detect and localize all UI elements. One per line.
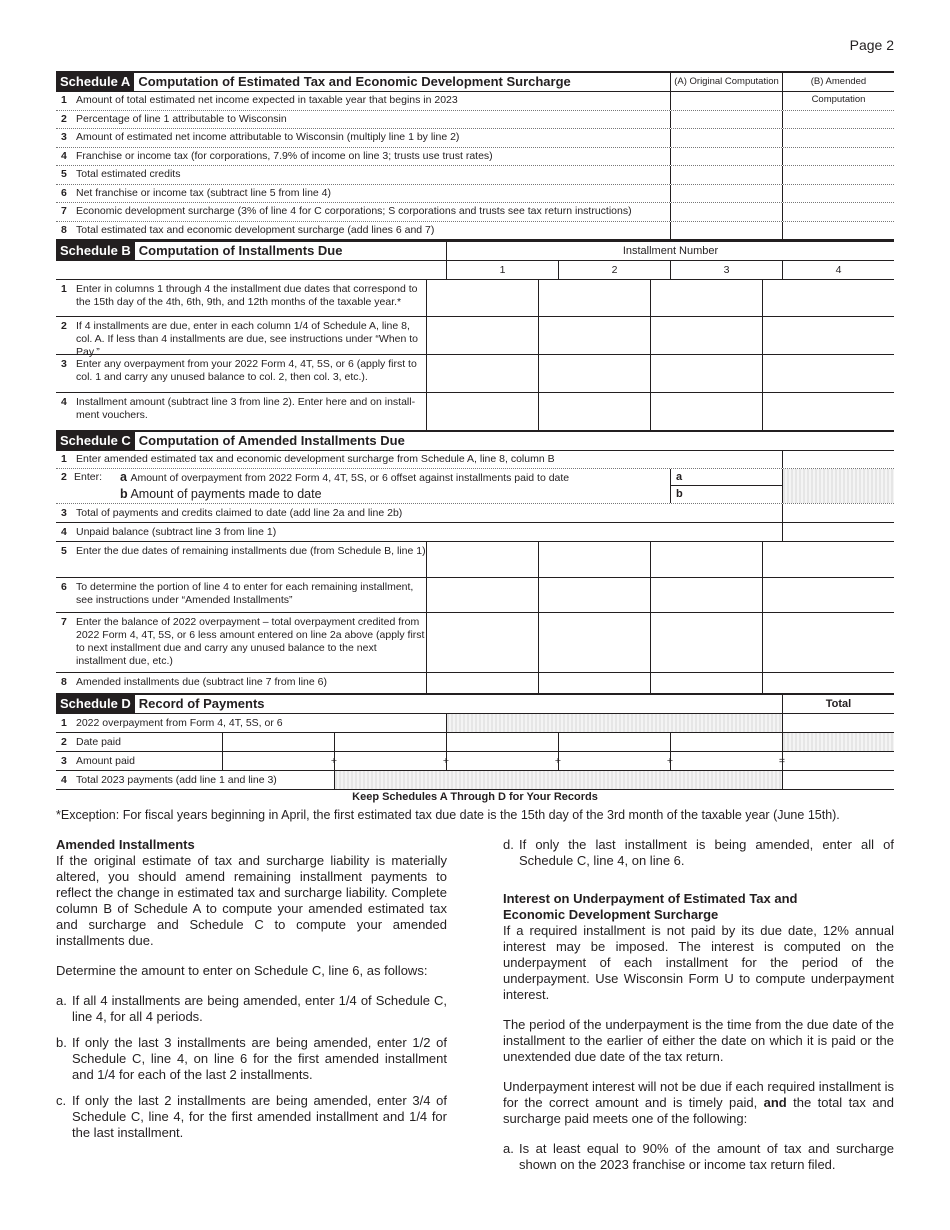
- schedule-b-line-2-col-2[interactable]: [538, 317, 650, 354]
- schedule-b-title: Computation of Installments Due: [138, 243, 343, 258]
- schedule-b-line-1-col-2[interactable]: [538, 280, 650, 316]
- installment-column-numbers: [56, 261, 894, 280]
- schedule-b-line-4-col-3[interactable]: [650, 393, 762, 430]
- schedule-c-line-8-col-2[interactable]: [538, 673, 650, 693]
- schedule-c-line-6-col-1[interactable]: [426, 578, 538, 612]
- amended-item-d: d. If only the last installment is being amended, enter all of Schedule C, line 4, on line 6.: [503, 837, 894, 868]
- schedule-c-grid-lines: [56, 542, 894, 694]
- amount-paid-3[interactable]: +: [446, 752, 558, 770]
- line-6-original-field[interactable]: [670, 185, 782, 203]
- schedule-c-badge: Schedule C: [56, 432, 135, 450]
- amount-paid-1[interactable]: +: [222, 752, 334, 770]
- schedule-a-line-3: 3 Amount of estimated net income attributable to Wisconsin (multiply line 1 by line 2): [56, 129, 894, 148]
- schedule-c-line-4-field[interactable]: [782, 523, 894, 541]
- schedule-c-line-4: 4 Unpaid balance (subtract line 3 from line 1): [56, 523, 894, 542]
- line-8-original-field[interactable]: [670, 222, 782, 240]
- amount-paid-total[interactable]: [782, 752, 894, 770]
- schedule-b-line-3-col-2[interactable]: [538, 355, 650, 392]
- line-4-original-field[interactable]: [670, 148, 782, 166]
- schedule-b-lines: [56, 280, 894, 431]
- schedule-a-line-1: 1 Amount of total estimated net income expected in taxable year that begins in 2023: [56, 92, 894, 111]
- schedule-b-line-2-col-1[interactable]: [426, 317, 538, 354]
- schedule-c-line-7-col-1[interactable]: [426, 613, 538, 672]
- schedule-b-line-4-col-4[interactable]: [762, 393, 874, 430]
- interest-para-2: The period of the underpayment is the time from the due date of the installment to the earlier of either the date on which it is paid or the unextended due date of the tax return.: [503, 1017, 894, 1064]
- schedule-a-line-7: 7 Economic development surcharge (3% of line 4 for C corporations; S corporations and trusts see tax return instructions): [56, 203, 894, 222]
- schedule-c-line-6-col-4[interactable]: [762, 578, 874, 612]
- amended-installments-column: [56, 837, 447, 1151]
- amended-item-a: a. If all 4 installments are being amended, enter 1/4 of Schedule C, line 4, for all 4 periods.: [56, 993, 447, 1024]
- schedule-c-line-1-field[interactable]: [782, 451, 894, 468]
- interest-para-3: Underpayment interest will not be due if each required installment is for the correct amount and is timely paid, and the total tax and surcharge paid meets one of the following:: [503, 1079, 894, 1126]
- date-paid-5[interactable]: [670, 733, 782, 751]
- schedule-a-lines: [56, 92, 894, 240]
- exception-note: *Exception: For fiscal years beginning in April, the first estimated tax due date is the 15th day of the 3rd month of the taxable year (June 15th).: [56, 808, 840, 822]
- schedule-b-line-3-col-3[interactable]: [650, 355, 762, 392]
- schedule-c-line-6: 6 To determine the portion of line 4 to enter for each remaining installment, see instructions under “Amended Installments”: [56, 578, 894, 613]
- schedule-b-header: [56, 240, 894, 261]
- line-5-original-field[interactable]: [670, 166, 782, 184]
- schedule-c-line-5-col-2[interactable]: [538, 542, 650, 577]
- interest-para-1: If a required installment is not paid by its due date, 12% annual interest may be imposed. The interest is computed on the underpayment of each installment for the period of the underpayment. Use Wisconsin Form U to compute underpayment interest.: [503, 923, 894, 1002]
- line-2-original-field[interactable]: [670, 111, 782, 129]
- schedule-c-line-8: 8 Amended installments due (subtract line 7 from line 6): [56, 673, 894, 694]
- installment-number-header: Installment Number: [446, 242, 894, 260]
- schedule-b-badge: Schedule B: [56, 242, 135, 260]
- schedule-c-line-6-col-2[interactable]: [538, 578, 650, 612]
- schedule-d-line-1-total[interactable]: [782, 714, 894, 732]
- schedule-c-line-5: 5 Enter the due dates of remaining installments due (from Schedule B, line 1): [56, 542, 894, 578]
- line-7-amended-field[interactable]: [782, 203, 894, 221]
- schedule-a-line-6: 6 Net franchise or income tax (subtract line 5 from line 4): [56, 185, 894, 204]
- schedule-d-line-1: 1 2022 overpayment from Form 4, 4T, 5S, or 6: [56, 714, 894, 733]
- schedule-c-line-5-col-1[interactable]: [426, 542, 538, 577]
- line-2b-field[interactable]: b: [676, 488, 683, 500]
- tax-form: [56, 71, 894, 790]
- page-number: Page 2: [849, 37, 894, 53]
- line-2-shaded: [782, 469, 894, 503]
- line-4-amended-field[interactable]: [782, 148, 894, 166]
- line-1-shaded: [446, 714, 782, 732]
- total-header: Total: [782, 695, 894, 713]
- schedule-d-line-2: 2 Date paid: [56, 733, 894, 752]
- amended-computation-header: (B) Amended Computation: [782, 73, 894, 91]
- schedule-b-line-4-col-1[interactable]: [426, 393, 538, 430]
- schedule-b-line-2-col-3[interactable]: [650, 317, 762, 354]
- schedule-b-line-3: 3 Enter any overpayment from your 2022 Form 4, 4T, 5S, or 6 (apply first to col. 1 and carry any unused balance to col. 2, then col. 3, etc.).: [56, 355, 894, 393]
- interest-item-a: a. Is at least equal to 90% of the amount of tax and surcharge shown on the 2023 franchise or income tax return filed.: [503, 1141, 894, 1172]
- schedule-a-line-5: 5 Total estimated credits: [56, 166, 894, 185]
- schedule-d-line-3: 3 Amount paid + + + + =: [56, 752, 894, 771]
- schedule-a-line-8: 8 Total estimated tax and economic development surcharge (add lines 6 and 7): [56, 222, 894, 241]
- schedule-c-line-7-col-3[interactable]: [650, 613, 762, 672]
- schedule-b-line-1: 1 Enter in columns 1 through 4 the installment due dates that correspond to the 15th day of the 4th, 6th, 9th, and 12th months of the taxable year.*: [56, 280, 894, 317]
- schedule-c-line-7-col-2[interactable]: [538, 613, 650, 672]
- amended-installments-heading: Amended Installments: [56, 837, 195, 852]
- date-paid-4[interactable]: [558, 733, 670, 751]
- col-2-label: 2: [558, 261, 670, 279]
- schedule-a-title: Computation of Estimated Tax and Economic Development Surcharge: [138, 74, 571, 89]
- schedule-b-line-4: 4 Installment amount (subtract line 3 from line 2). Enter here and on install-ment vouchers.: [56, 393, 894, 431]
- schedule-c-line-8-col-1[interactable]: [426, 673, 538, 693]
- date-paid-3[interactable]: [446, 733, 558, 751]
- line-1-original-field[interactable]: [670, 92, 782, 110]
- schedule-c-line-8-col-4[interactable]: [762, 673, 874, 693]
- line-6-amended-field[interactable]: [782, 185, 894, 203]
- amended-para-1: If the original estimate of tax and surcharge liability is materially altered, you should amend remaining installment payments to reflect the change in estimated tax and surcharge liability. Complete column B of Schedule A to compute your amended estimated tax and surcharge and Schedule C to compute your amended installments due.: [56, 853, 447, 948]
- line-2b-label: Amount of payments made to date: [130, 487, 322, 501]
- schedule-c-line-5-col-4[interactable]: [762, 542, 874, 577]
- schedule-d-header: [56, 694, 894, 714]
- amount-paid-5[interactable]: =: [670, 752, 782, 770]
- line-2a-label: Amount of overpayment from 2022 Form 4, 4T, 5S, or 6 offset against installments paid to date: [130, 472, 570, 484]
- interest-heading-2: Economic Development Surcharge: [503, 907, 719, 922]
- total-2023-payments-field[interactable]: [782, 771, 894, 789]
- date-paid-shaded: [782, 733, 894, 751]
- amount-paid-2[interactable]: +: [334, 752, 446, 770]
- schedule-c-line-6-col-3[interactable]: [650, 578, 762, 612]
- schedule-b-line-3-col-4[interactable]: [762, 355, 874, 392]
- line-2-amended-field[interactable]: [782, 111, 894, 129]
- schedule-b-line-2: 2 If 4 installments are due, enter in each column 1/4 of Schedule A, line 8, col. A. If less than 4 installments are due, see instructions under “When to Pay.”: [56, 317, 894, 355]
- schedule-b-line-1-col-1[interactable]: [426, 280, 538, 316]
- line-4-shaded: [334, 771, 782, 789]
- line-8-amended-field[interactable]: [782, 222, 894, 240]
- schedule-b-line-1-col-3[interactable]: [650, 280, 762, 316]
- line-7-original-field[interactable]: [670, 203, 782, 221]
- col-4-label: 4: [782, 261, 894, 279]
- interest-column: [503, 837, 894, 1183]
- schedule-c-line-3: 3 Total of payments and credits claimed to date (add line 2a and line 2b): [56, 504, 894, 523]
- schedule-c-line-5-col-3[interactable]: [650, 542, 762, 577]
- interest-heading-1: Interest on Underpayment of Estimated Tax and: [503, 891, 798, 906]
- schedule-d-line-4: 4 Total 2023 payments (add line 1 and line 3): [56, 771, 894, 790]
- schedule-c-line-1: 1 Enter amended estimated tax and economic development surcharge from Schedule A, line 8, column B: [56, 451, 894, 469]
- line-2a-field[interactable]: a: [671, 469, 782, 486]
- schedule-a-badge: Schedule A: [56, 73, 134, 91]
- schedule-c-line-7-col-4[interactable]: [762, 613, 874, 672]
- schedule-a-line-2: 2 Percentage of line 1 attributable to Wisconsin: [56, 111, 894, 130]
- schedule-b-line-4-col-2[interactable]: [538, 393, 650, 430]
- line-5-amended-field[interactable]: [782, 166, 894, 184]
- amended-item-c: c. If only the last 2 installments are being amended, enter 3/4 of Schedule C, line 4, for the first amended installment and 1/4 for the last installment.: [56, 1093, 447, 1140]
- date-paid-1[interactable]: [222, 733, 334, 751]
- schedule-c-line-3-field[interactable]: [782, 504, 894, 522]
- keep-records-note: Keep Schedules A Through D for Your Records: [352, 791, 598, 803]
- schedule-d-title: Record of Payments: [138, 696, 265, 711]
- schedule-b-line-2-col-4[interactable]: [762, 317, 874, 354]
- schedule-c-header: [56, 431, 894, 451]
- schedule-d-badge: Schedule D: [56, 695, 135, 713]
- original-computation-header: (A) Original Computation: [670, 73, 782, 91]
- notes-section: [56, 791, 894, 822]
- schedule-c-line-7: 7 Enter the balance of 2022 overpayment – total overpayment credited from 2022 Form 4, 4T, 5S, or 6 less amount entered on line 2a above (apply first to next installment due and carry any unused balance to the next installment due, etc.): [56, 613, 894, 673]
- schedule-c-line-2: 2 Enter: a Amount of overpayment from 2022 Form 4, 4T, 5S, or 6 offset against installments paid to date b Amount of payments made to date a b: [56, 469, 894, 504]
- line-3-amended-field[interactable]: [782, 129, 894, 147]
- col-1-label: 1: [446, 261, 558, 279]
- col-3-label: 3: [670, 261, 782, 279]
- line-3-original-field[interactable]: [670, 129, 782, 147]
- amended-item-b: b. If only the last 3 installments are being amended, enter 1/2 of Schedule C, line 4, on line 6 for the first amended installment and 1/4 for each of the last 2 installments.: [56, 1035, 447, 1082]
- schedule-b-line-3-col-1[interactable]: [426, 355, 538, 392]
- date-paid-2[interactable]: [334, 733, 446, 751]
- schedule-b-line-1-col-4[interactable]: [762, 280, 874, 316]
- schedule-c-line-8-col-3[interactable]: [650, 673, 762, 693]
- line-1-amended-field[interactable]: [782, 92, 894, 110]
- amount-paid-4[interactable]: +: [558, 752, 670, 770]
- amended-para-2: Determine the amount to enter on Schedule C, line 6, as follows:: [56, 963, 428, 978]
- schedule-c-title: Computation of Amended Installments Due: [138, 433, 405, 448]
- schedule-a-line-4: 4 Franchise or income tax (for corporations, 7.9% of income on line 3; trusts use trust rates): [56, 148, 894, 167]
